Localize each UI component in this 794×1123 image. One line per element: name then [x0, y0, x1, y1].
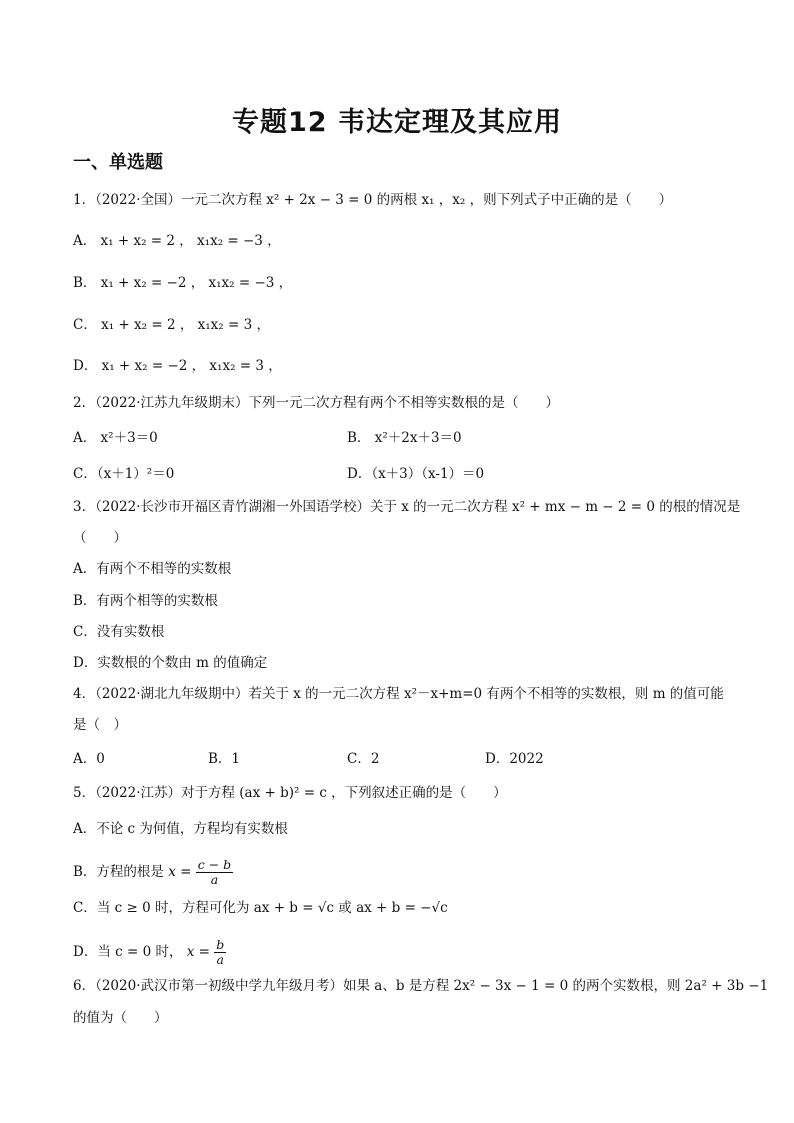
- question-2-option-c[interactable]: C．（x＋1）²＝0: [73, 466, 175, 482]
- question-3-option-a[interactable]: A．有两个不相等的实数根: [73, 561, 232, 577]
- question-3-option-c[interactable]: C．没有实数根: [73, 624, 165, 640]
- question-4-option-d[interactable]: D．2022: [485, 751, 544, 767]
- section-heading: 一、单选题: [73, 152, 163, 173]
- fraction-denominator: a: [210, 872, 219, 887]
- question-5-option-d[interactable]: [73, 938, 226, 967]
- question-4-option-c[interactable]: C．2: [347, 751, 380, 767]
- question-1-stem: 1．（2022·全国）一元二次方程 x² + 2x − 3 = 0 的两根 x₁ ，x₂ ，则下列式子中正确的是（ ）: [73, 192, 673, 208]
- question-3-stem-cont: （ ）: [73, 530, 127, 546]
- question-1-option-a[interactable]: A． x₁ + x₂ = 2 ， x₁x₂ = −3 ，: [73, 233, 281, 249]
- fraction-denominator: a: [216, 952, 224, 967]
- question-5-option-c[interactable]: C．当 c ≥ 0 时，方程可化为 ax + b = √c 或 ax + b = −√c: [73, 900, 448, 916]
- question-6-stem: 6．（2020·武汉市第一初级中学九年级月考）如果 a、b 是方程 2x² − 3x − 1 = 0 的两个实数根，则 2a² + 3b −1: [73, 978, 769, 994]
- question-5-stem: 5．（2022·江苏）对于方程 (ax + b)² = c ，下列叙述正确的是（ ）: [73, 785, 507, 801]
- question-2-option-d[interactable]: D．（x＋3）（x-1）＝0: [347, 466, 485, 482]
- question-6-stem-cont: 的值为（ ）: [73, 1010, 168, 1026]
- fraction-numerator: b: [216, 937, 225, 952]
- question-5-option-b-lhs: x =: [168, 864, 192, 880]
- question-1-option-b[interactable]: B． x₁ + x₂ = −2 ， x₁x₂ = −3 ，: [73, 275, 293, 291]
- question-5-option-b-label: B．方程的根是: [73, 864, 164, 880]
- question-5-option-b[interactable]: [73, 858, 233, 887]
- question-3-stem: 3．（2022·长沙市开福区青竹湖湘一外国语学校）关于 x 的一元二次方程 x² + mx − m − 2 = 0 的根的情况是: [73, 499, 741, 515]
- question-3-option-d[interactable]: D．实数根的个数由 m 的值确定: [73, 655, 268, 671]
- question-2-stem: 2．（2022·江苏九年级期末）下列一元二次方程有两个不相等实数根的是（ ）: [73, 395, 559, 411]
- question-1-option-d[interactable]: D． x₁ + x₂ = −2 ， x₁x₂ = 3 ，: [73, 358, 282, 374]
- question-4-option-a[interactable]: A．0: [73, 751, 105, 767]
- question-4-stem-cont: 是（ ）: [73, 717, 127, 733]
- question-5-option-b-fraction: [196, 858, 233, 887]
- question-4-stem: 4．（2022·湖北九年级期中）若关于 x 的一元二次方程 x²－x+m=0 有两个不相等的实数根，则 m 的值可能: [73, 686, 724, 702]
- question-5-option-d-label: D．当 c = 0 时，: [73, 944, 183, 960]
- question-3-option-b[interactable]: B．有两个相等的实数根: [73, 593, 218, 609]
- fraction-numerator: c − b: [197, 857, 232, 872]
- question-5-option-d-fraction: [214, 938, 226, 967]
- question-2-option-b[interactable]: B． x²＋2x＋3＝0: [347, 430, 462, 446]
- question-1-option-c[interactable]: C． x₁ + x₂ = 2 ， x₁x₂ = 3 ，: [73, 317, 270, 333]
- page-title: 专题12 韦达定理及其应用: [232, 107, 562, 138]
- question-2-option-a[interactable]: A． x²＋3＝0: [73, 430, 158, 446]
- question-5-option-d-lhs: x =: [186, 944, 210, 960]
- question-5-option-a[interactable]: A．不论 c 为何值，方程均有实数根: [73, 821, 288, 837]
- question-4-option-b[interactable]: B．1: [208, 751, 241, 767]
